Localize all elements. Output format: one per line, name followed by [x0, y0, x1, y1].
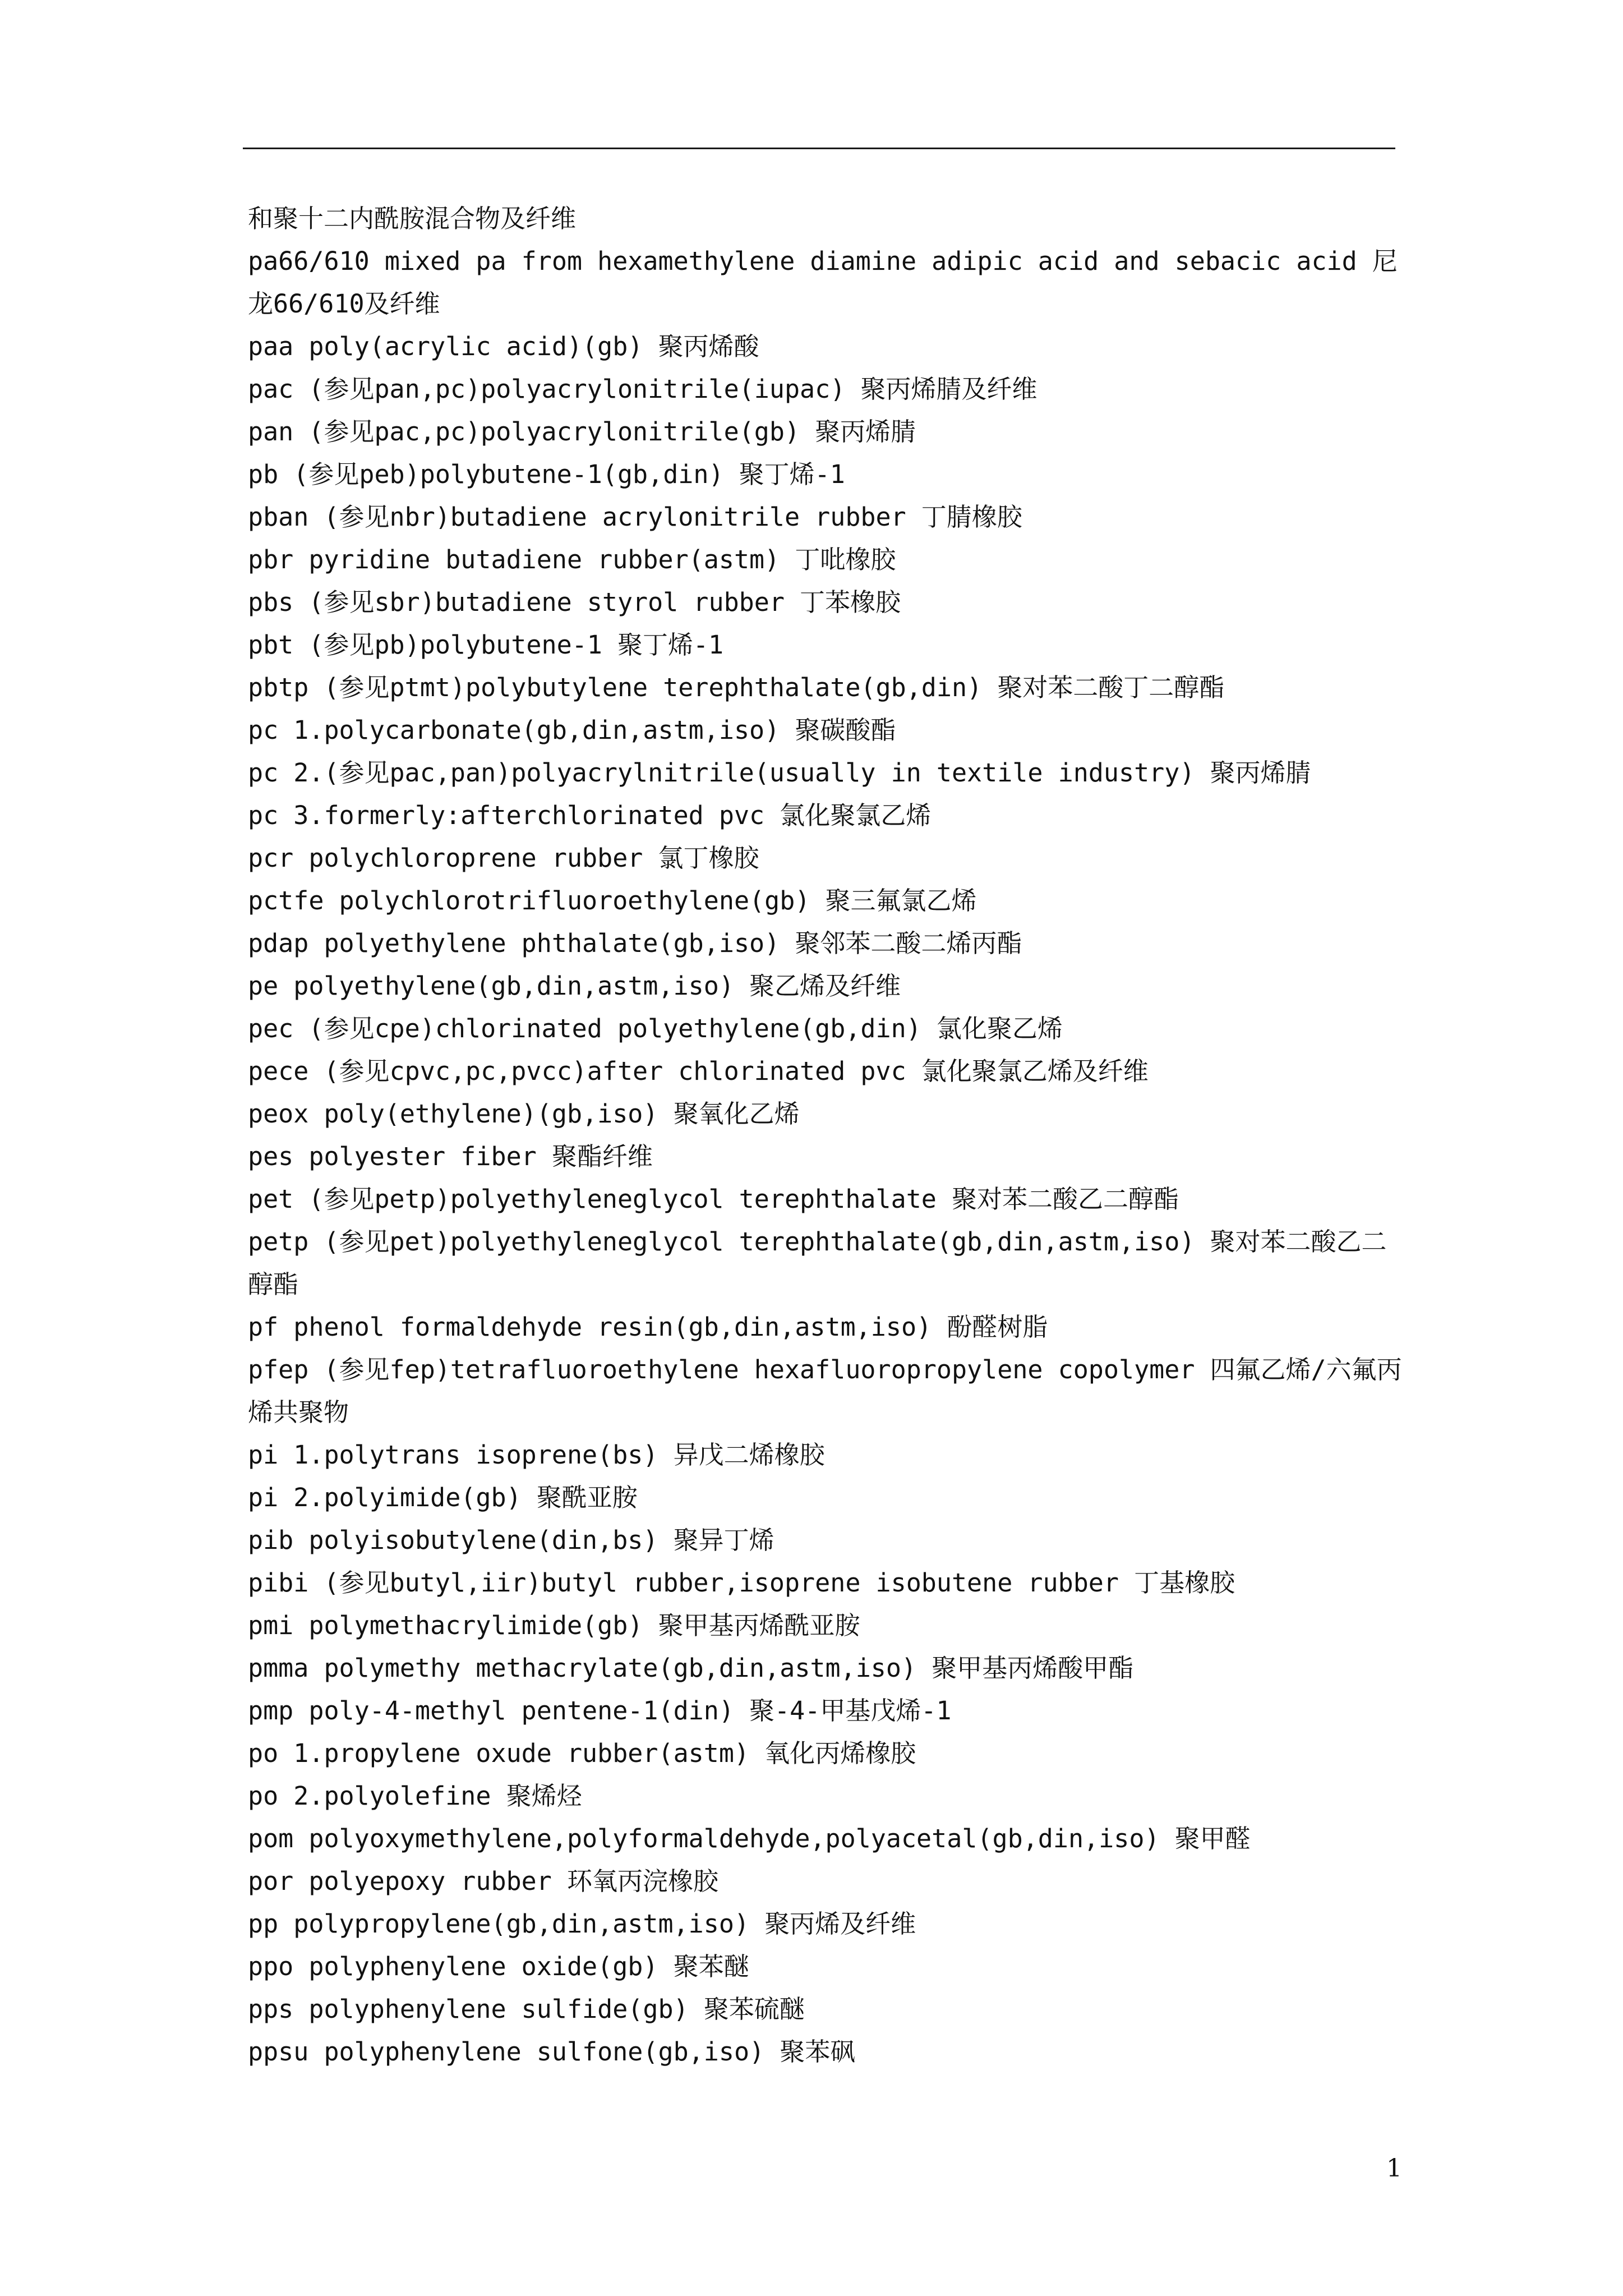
glossary-entry: pece (参见cpvc,pc,pvcc)after chlorinated pvc 氯化聚氯乙烯及纤维: [248, 1056, 1149, 1086]
glossary-entry: pe polyethylene(gb,din,astm,iso) 聚乙烯及纤维: [248, 971, 901, 1001]
glossary-entry: pfep (参见fep)tetrafluoroethylene hexafluoropropylene copolymer 四氟乙烯/六氟丙烯共聚物: [248, 1355, 1402, 1427]
glossary-entry: pc 3.formerly:afterchlorinated pvc 氯化聚氯乙烯: [248, 800, 932, 830]
glossary-entry: pmi polymethacrylimide(gb) 聚甲基丙烯酰亚胺: [248, 1611, 860, 1640]
glossary-entry: pmp poly-4-methyl pentene-1(din) 聚-4-甲基戊烯-1: [248, 1696, 952, 1726]
header-rule: [243, 148, 1395, 149]
glossary-entry: pctfe polychlorotrifluoroethylene(gb) 聚三氟氯乙烯: [248, 886, 977, 915]
glossary-entry: pc 2.(参见pac,pan)polyacrylnitrile(usually in textile industry) 聚丙烯腈: [248, 758, 1311, 788]
glossary-entry: petp (参见pet)polyethyleneglycol terephthalate(gb,din,astm,iso) 聚对苯二酸乙二醇酯: [248, 1227, 1387, 1299]
glossary-entry: peox poly(ethylene)(gb,iso) 聚氧化乙烯: [248, 1099, 800, 1129]
glossary-entry: pc 1.polycarbonate(gb,din,astm,iso) 聚碳酸酯: [248, 715, 896, 745]
glossary-entry: paa poly(acrylic acid)(gb) 聚丙烯酸: [248, 332, 759, 361]
glossary-entry: por polyepoxy rubber 环氧丙浣橡胶: [248, 1866, 718, 1896]
page-number: 1: [1386, 2154, 1402, 2183]
glossary-entry: pibi (参见butyl,iir)butyl rubber,isoprene isobutene rubber 丁基橡胶: [248, 1568, 1235, 1598]
glossary-list: [248, 197, 1403, 2073]
glossary-entry: ppsu polyphenylene sulfone(gb,iso) 聚苯砜: [248, 2037, 856, 2067]
glossary-entry: pec (参见cpe)chlorinated polyethylene(gb,din) 氯化聚乙烯: [248, 1014, 1063, 1043]
glossary-entry: pmma polymethy methacrylate(gb,din,astm,iso) 聚甲基丙烯酸甲酯: [248, 1653, 1134, 1683]
glossary-entry: pib polyisobutylene(din,bs) 聚异丁烯: [248, 1525, 774, 1555]
glossary-entry: pan (参见pac,pc)polyacrylonitrile(gb) 聚丙烯腈: [248, 417, 916, 447]
glossary-entry: pbs (参见sbr)butadiene styrol rubber 丁苯橡胶: [248, 587, 901, 617]
glossary-entry: pp polypropylene(gb,din,astm,iso) 聚丙烯及纤维: [248, 1909, 916, 1939]
glossary-entry: ppo polyphenylene oxide(gb) 聚苯醚: [248, 1952, 749, 1981]
glossary-entry: pb (参见peb)polybutene-1(gb,din) 聚丁烯-1: [248, 459, 845, 489]
glossary-entry: po 2.polyolefine 聚烯烃: [248, 1781, 582, 1811]
glossary-entry: 和聚十二内酰胺混合物及纤维: [248, 204, 577, 233]
glossary-entry: pom polyoxymethylene,polyformaldehyde,polyacetal(gb,din,iso) 聚甲醛: [248, 1824, 1251, 1853]
glossary-entry: po 1.propylene oxude rubber(astm) 氧化丙烯橡胶: [248, 1738, 916, 1768]
glossary-entry: pps polyphenylene sulfide(gb) 聚苯硫醚: [248, 1994, 805, 2024]
glossary-entry: pa66/610 mixed pa from hexamethylene diamine adipic acid and sebacic acid 尼龙66/610及纤维: [248, 246, 1398, 319]
glossary-entry: pf phenol formaldehyde resin(gb,din,astm,iso) 酚醛树脂: [248, 1312, 1048, 1342]
glossary-entry: pet (参见petp)polyethyleneglycol terephthalate 聚对苯二酸乙二醇酯: [248, 1184, 1179, 1214]
glossary-entry: pi 1.polytrans isoprene(bs) 异戊二烯橡胶: [248, 1440, 825, 1470]
glossary-entry: pbr pyridine butadiene rubber(astm) 丁吡橡胶: [248, 545, 896, 574]
glossary-entry: pban (参见nbr)butadiene acrylonitrile rubber 丁腈橡胶: [248, 502, 1022, 532]
glossary-entry: pes polyester fiber 聚酯纤维: [248, 1142, 653, 1171]
glossary-entry: pac (参见pan,pc)polyacrylonitrile(iupac) 聚丙烯腈及纤维: [248, 374, 1038, 404]
glossary-entry: pdap polyethylene phthalate(gb,iso) 聚邻苯二酸二烯丙酯: [248, 928, 1022, 958]
glossary-entry: pbtp (参见ptmt)polybutylene terephthalate(gb,din) 聚对苯二酸丁二醇酯: [248, 673, 1225, 702]
glossary-entry: pbt (参见pb)polybutene-1 聚丁烯-1: [248, 630, 724, 660]
glossary-entry: pi 2.polyimide(gb) 聚酰亚胺: [248, 1483, 638, 1512]
glossary-entry: pcr polychloroprene rubber 氯丁橡胶: [248, 843, 759, 873]
